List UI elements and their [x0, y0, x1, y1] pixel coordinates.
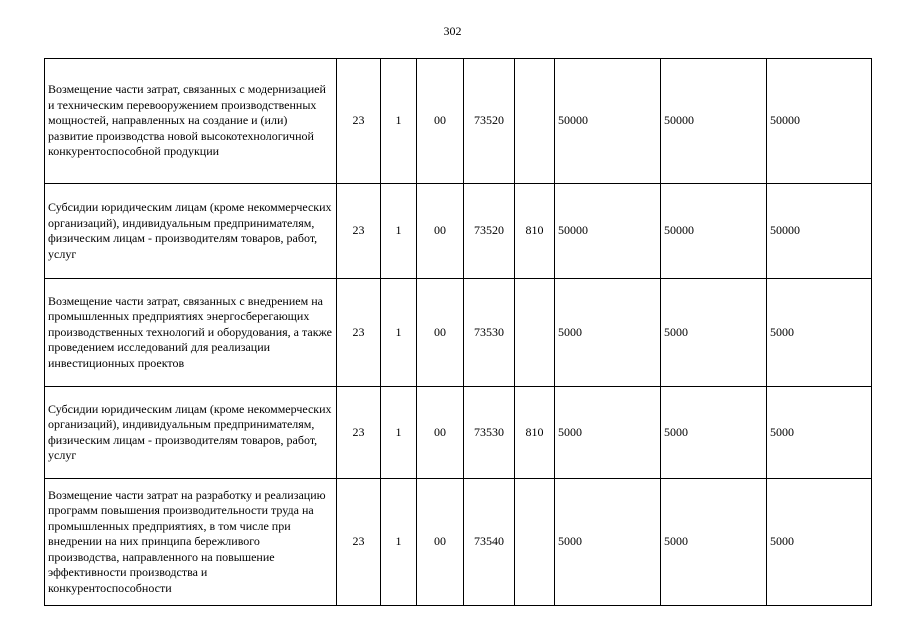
row-description: Субсидии юридическим лицам (кроме некоммерческих организаций), индивидуальным предпринимателям, физическим лицам - производителям товаров, работ, услуг	[45, 387, 337, 479]
subprogram-code: 1	[381, 59, 417, 184]
table-row	[45, 184, 872, 279]
direction-code: 00	[417, 387, 464, 479]
amount-year-2: 5000	[661, 279, 767, 387]
amount-year-1: 5000	[555, 387, 661, 479]
amount-year-2: 5000	[661, 479, 767, 606]
target-article-code: 73520	[464, 59, 515, 184]
page-number: 302	[443, 24, 462, 38]
direction-code: 00	[417, 184, 464, 279]
amount-year-1: 50000	[555, 59, 661, 184]
budget-table	[44, 58, 872, 606]
direction-code: 00	[417, 479, 464, 606]
amount-year-1: 5000	[555, 279, 661, 387]
expense-type-code: 810	[515, 184, 555, 279]
subprogram-code: 1	[381, 184, 417, 279]
table-row	[45, 279, 872, 387]
target-article-code: 73530	[464, 387, 515, 479]
row-description: Возмещение части затрат на разработку и реализацию программ повышения производительности труда на промышленных предприятиях, в том числе при внедрении на них принципа бережливого производства, направленного на повышение эффективности производства и конкурентоспособности	[45, 479, 337, 606]
direction-code: 00	[417, 59, 464, 184]
row-description: Возмещение части затрат, связанных с внедрением на промышленных предприятиях энергосберегающих производственных технологий и оборудования, а также проведением исследований для реализации инвестиционных проектов	[45, 279, 337, 387]
amount-year-1: 5000	[555, 479, 661, 606]
subprogram-code: 1	[381, 387, 417, 479]
row-description: Возмещение части затрат, связанных с модернизацией и техническим перевооружением производственных мощностей, направленных на создание и (или) развитие производства новой высокотехнологичной конкурентоспособной продукции	[45, 59, 337, 184]
section-code: 23	[337, 184, 381, 279]
target-article-code: 73530	[464, 279, 515, 387]
section-code: 23	[337, 279, 381, 387]
section-code: 23	[337, 387, 381, 479]
expense-type-code	[515, 59, 555, 184]
amount-year-3: 5000	[767, 479, 872, 606]
expense-type-code	[515, 279, 555, 387]
target-article-code: 73540	[464, 479, 515, 606]
amount-year-3: 5000	[767, 387, 872, 479]
expense-type-code: 810	[515, 387, 555, 479]
amount-year-2: 5000	[661, 387, 767, 479]
subprogram-code: 1	[381, 279, 417, 387]
table-row	[45, 387, 872, 479]
amount-year-3: 50000	[767, 184, 872, 279]
amount-year-3: 5000	[767, 279, 872, 387]
target-article-code: 73520	[464, 184, 515, 279]
amount-year-2: 50000	[661, 59, 767, 184]
table-row	[45, 59, 872, 184]
table-row	[45, 479, 872, 606]
amount-year-1: 50000	[555, 184, 661, 279]
subprogram-code: 1	[381, 479, 417, 606]
amount-year-3: 50000	[767, 59, 872, 184]
section-code: 23	[337, 59, 381, 184]
amount-year-2: 50000	[661, 184, 767, 279]
row-description: Субсидии юридическим лицам (кроме некоммерческих организаций), индивидуальным предпринимателям, физическим лицам - производителям товаров, работ, услуг	[45, 184, 337, 279]
section-code: 23	[337, 479, 381, 606]
expense-type-code	[515, 479, 555, 606]
direction-code: 00	[417, 279, 464, 387]
